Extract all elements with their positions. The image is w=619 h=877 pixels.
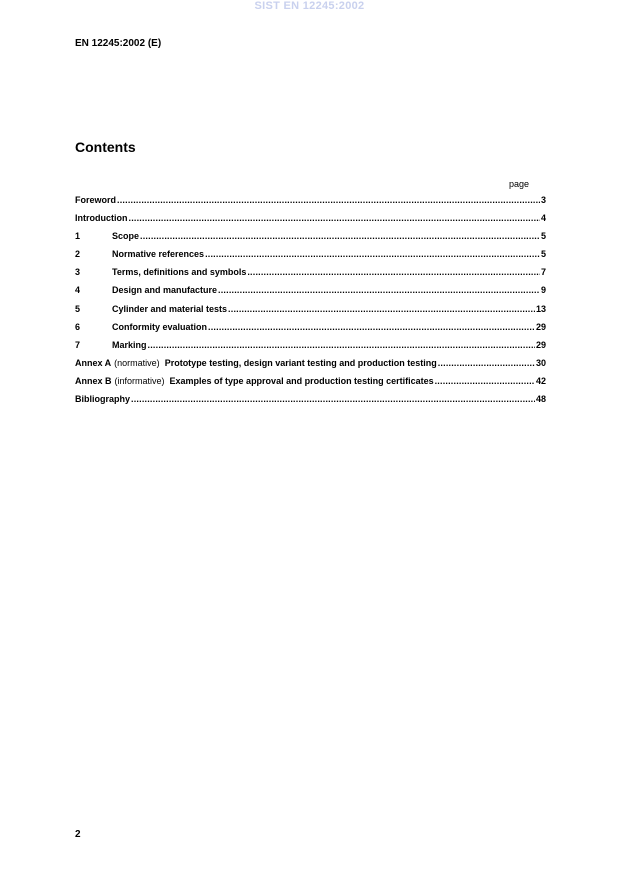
toc-entry-annex-a[interactable]: [75, 358, 546, 376]
toc-entry-cylinder-material-tests[interactable]: [75, 304, 546, 322]
toc-entry-number: 2: [75, 249, 81, 260]
toc-entry-page: 3: [540, 195, 546, 205]
toc-entry-title: Design and manufacture: [112, 285, 218, 296]
toc-leader: [140, 231, 540, 241]
toc-entry-page: 7: [540, 267, 546, 278]
toc-leader: [117, 195, 540, 205]
toc-entry-page: 13: [535, 303, 546, 314]
toc-annex-label: Annex A: [75, 357, 112, 368]
page-column-label: page: [509, 179, 530, 189]
toc-entry-bibliography[interactable]: [75, 394, 546, 412]
toc-entry-title: Conformity evaluation: [112, 321, 208, 332]
toc-entry-number: 6: [75, 321, 81, 332]
toc-entry-page: 29: [535, 339, 546, 350]
toc-entry-page: 4: [540, 213, 546, 224]
toc-annex-kind: (informative): [114, 375, 165, 386]
toc-entry-page: 48: [535, 394, 546, 405]
toc-entry-scope[interactable]: [75, 231, 546, 249]
toc-leader: [131, 394, 535, 404]
toc-leader: [205, 249, 540, 259]
toc-leader: [228, 304, 535, 314]
document-id: EN 12245:2002 (E): [75, 38, 162, 49]
toc-entry-introduction[interactable]: [75, 213, 546, 231]
toc-entry-page: 30: [535, 357, 546, 368]
toc-entry-title: Normative references: [112, 249, 205, 260]
toc-leader: [435, 376, 535, 386]
toc-entry-marking[interactable]: [75, 340, 546, 358]
toc-entry-title: Foreword: [75, 195, 117, 205]
toc-leader: [148, 340, 535, 350]
toc-entry-page: 5: [540, 231, 546, 242]
toc-annex-label: Annex B: [75, 375, 112, 386]
toc-entry-annex-b[interactable]: [75, 376, 546, 394]
contents-heading: Contents: [75, 139, 136, 155]
toc-entry-title: Scope: [112, 231, 140, 242]
toc-entry-terms-definitions[interactable]: [75, 267, 546, 285]
toc-leader: [438, 358, 535, 368]
table-of-contents: [75, 195, 546, 412]
toc-entry-design-manufacture[interactable]: [75, 285, 546, 303]
toc-entry-normative-references[interactable]: [75, 249, 546, 267]
toc-leader: [218, 285, 540, 295]
toc-entry-number: 1: [75, 231, 81, 242]
toc-leader: [129, 213, 540, 223]
toc-entry-foreword[interactable]: [75, 195, 546, 213]
toc-entry-conformity-evaluation[interactable]: [75, 322, 546, 340]
toc-leader: [247, 267, 540, 277]
toc-entry-page: 29: [535, 321, 546, 332]
toc-entry-title: Terms, definitions and symbols: [112, 267, 247, 278]
toc-entry-page: 42: [535, 375, 546, 386]
toc-entry-title: Introduction: [75, 213, 128, 224]
toc-leader: [208, 322, 535, 332]
toc-entry-title: Marking: [112, 339, 147, 350]
toc-entry-number: 5: [75, 303, 81, 314]
toc-entry-page: 9: [540, 285, 546, 296]
watermark: SIST EN 12245:2002: [254, 0, 365, 12]
toc-entry-title: Examples of type approval and production testing certificates: [169, 375, 434, 386]
page-number: 2: [75, 829, 81, 840]
toc-entry-title: Bibliography: [75, 394, 131, 405]
toc-entry-page: 5: [540, 249, 546, 260]
toc-entry-title: Cylinder and material tests: [112, 303, 228, 314]
toc-entry-number: 3: [75, 267, 81, 278]
toc-annex-kind: (normative): [114, 357, 160, 368]
toc-entry-title: Prototype testing, design variant testing and production testing: [164, 357, 437, 368]
toc-entry-number: 7: [75, 339, 81, 350]
toc-entry-number: 4: [75, 285, 81, 296]
